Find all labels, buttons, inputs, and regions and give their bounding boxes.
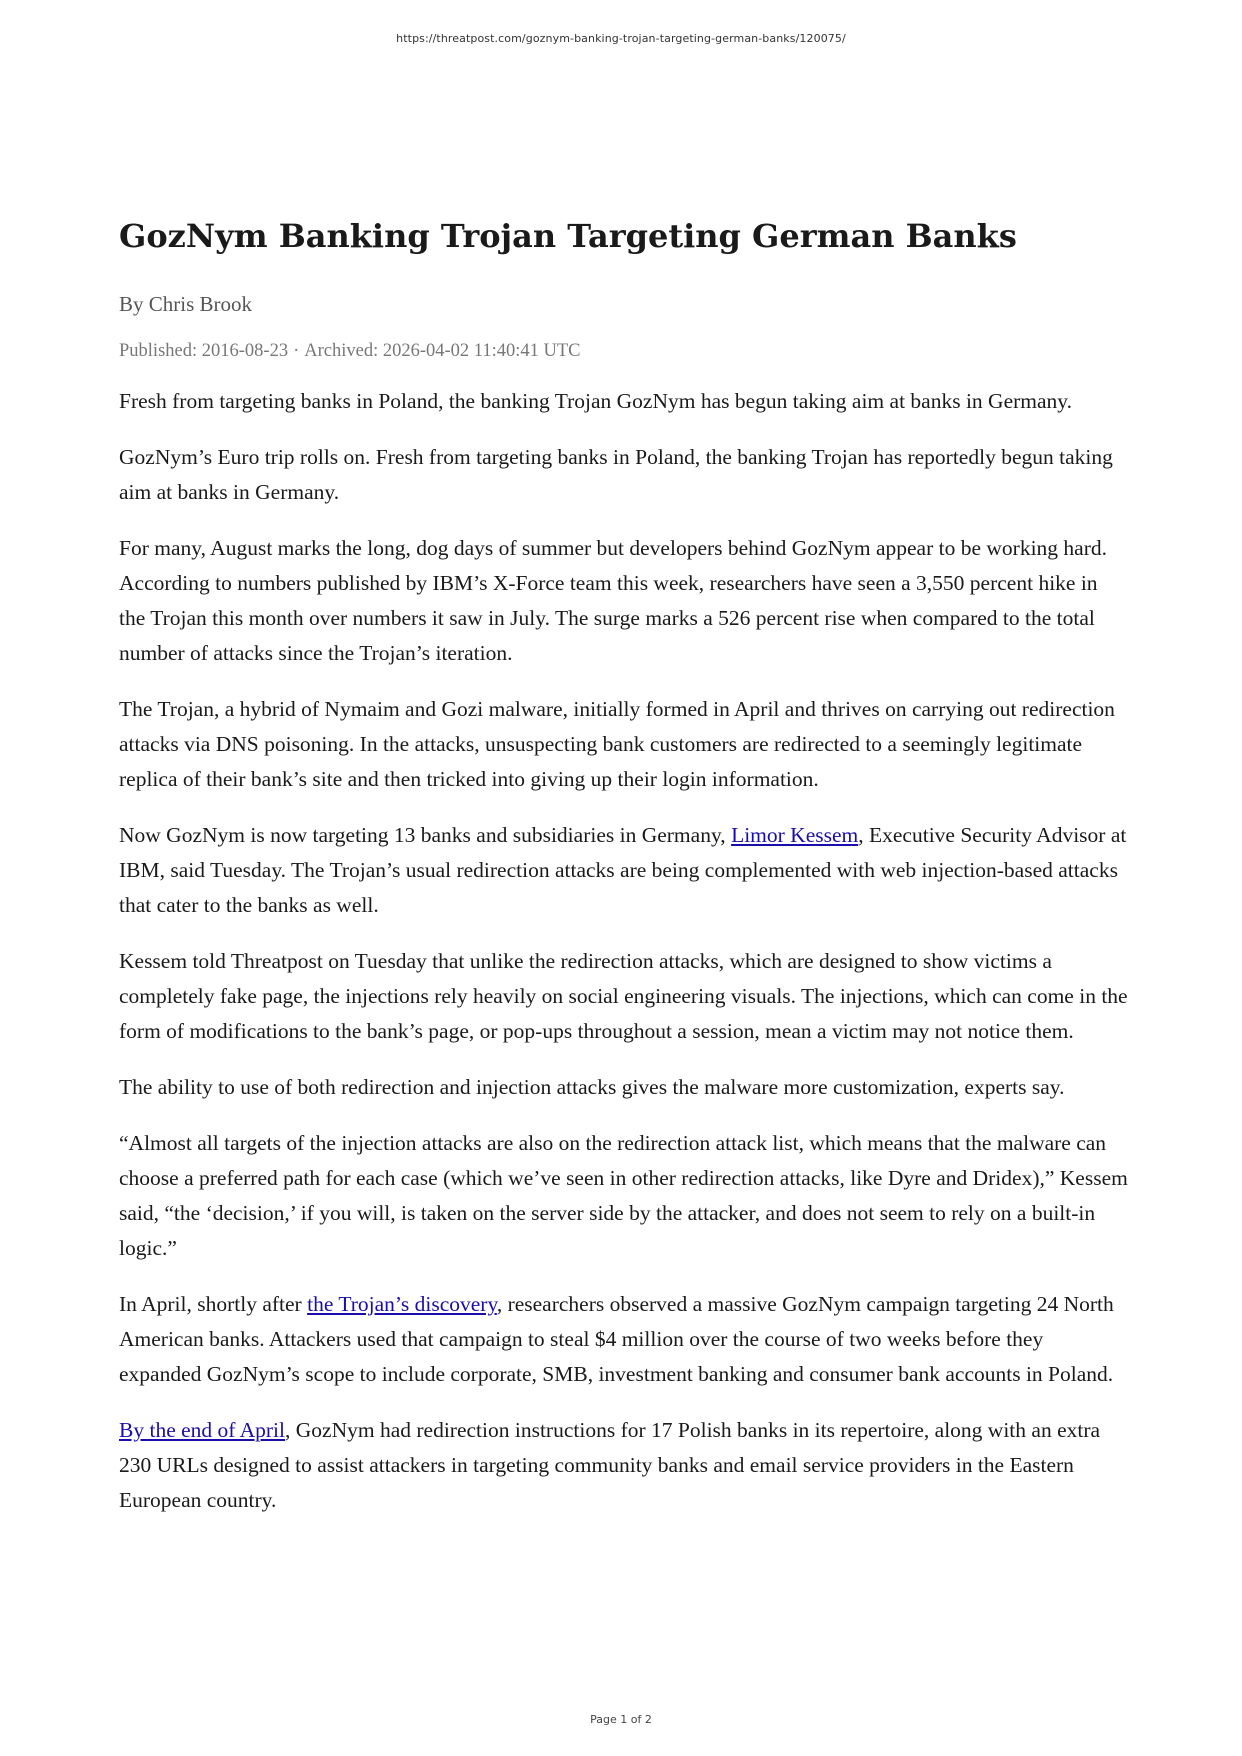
paragraph-9-text-after: , researchers observed a massive GozNym campaign targeting 24 North American banks. Attackers used that campaign to steal $4 million over the course of two weeks before they expanded GozNym’s scope to include corporate, SMB, investment banking and consumer bank accounts in Poland. (119, 1292, 1114, 1386)
paragraph-1: Fresh from targeting banks in Poland, the banking Trojan GozNym has begun taking aim at banks in Germany. (119, 389, 1073, 413)
article-byline: By Chris Brook (119, 292, 253, 316)
paragraph-6: Kessem told Threatpost on Tuesday that unlike the redirection attacks, which are designed to show victims a completely fake page, the injections rely heavily on social engineering visuals. The injections, which can come in the form of modifications to the bank’s page, or pop-ups throughout a session, mean a victim may not notice them. (119, 949, 1128, 1043)
meta-separator: · (293, 341, 300, 361)
article-body (119, 384, 1129, 1518)
paragraph-4: The Trojan, a hybrid of Nymaim and Gozi malware, initially formed in April and thrives on carrying out redirection attacks via DNS poisoning. In the attacks, unsuspecting bank customers are redirected to a seemingly legitimate replica of their bank’s site and then tricked into giving up their login information. (119, 697, 1115, 791)
paragraph-10 (119, 1413, 1129, 1518)
paragraph-9-text-before: In April, shortly after (119, 1292, 308, 1316)
paragraph-8: “Almost all targets of the injection attacks are also on the redirection attack list, which means that the malware can choose a preferred path for each case (which we’ve seen in other redirection attacks, like Dyre and Dridex),” Kessem said, “the ‘decision,’ if you will, is taken on the server side by the attacker, and does not seem to rely on a built-in logic.” (119, 1131, 1128, 1260)
article-title: GozNym Banking Trojan Targeting German Banks (119, 217, 1017, 255)
page-number: Page 1 of 2 (590, 1713, 652, 1726)
paragraph-7: The ability to use of both redirection and injection attacks gives the malware more customization, experts say. (119, 1075, 1065, 1099)
paragraph-5-text-before: Now GozNym is now targeting 13 banks and subsidiaries in Germany, (119, 823, 732, 847)
paragraph-5 (119, 818, 1129, 923)
article (119, 212, 1129, 1539)
archived-date: Archived: 2026-04-02 11:40:41 UTC (304, 341, 581, 361)
paragraph-2: GozNym’s Euro trip rolls on. Fresh from targeting banks in Poland, the banking Trojan has reportedly begun taking aim at banks in Germany. (119, 445, 1113, 504)
paragraph-5-text-after: , Executive Security Advisor at IBM, said Tuesday. The Trojan’s usual redirection attacks are being complemented with web injection-based attacks that cater to the banks as well. (119, 823, 1127, 917)
page-url: https://threatpost.com/goznym-banking-trojan-targeting-german-banks/120075/ (396, 32, 846, 45)
paragraph-10-text-after: , GozNym had redirection instructions for 17 Polish banks in its repertoire, along with an extra 230 URLs designed to assist attackers in targeting community banks and email service providers in the Eastern European country. (119, 1418, 1101, 1512)
trojan-discovery-link[interactable]: the Trojan’s discovery (307, 1292, 497, 1316)
paragraph-9 (119, 1287, 1129, 1392)
article-meta (119, 338, 1129, 364)
paragraph-3: For many, August marks the long, dog days of summer but developers behind GozNym appear to be working hard. According to numbers published by IBM’s X-Force team this week, researchers have seen a 3,550 percent hike in the Trojan this month over numbers it saw in July. The surge marks a 526 percent rise when compared to the total number of attacks since the Trojan’s iteration. (119, 536, 1108, 665)
end-of-april-link[interactable]: By the end of April (119, 1418, 286, 1442)
limor-kessem-link[interactable]: Limor Kessem (731, 823, 859, 847)
published-date: Published: 2016-08-23 (119, 341, 289, 361)
